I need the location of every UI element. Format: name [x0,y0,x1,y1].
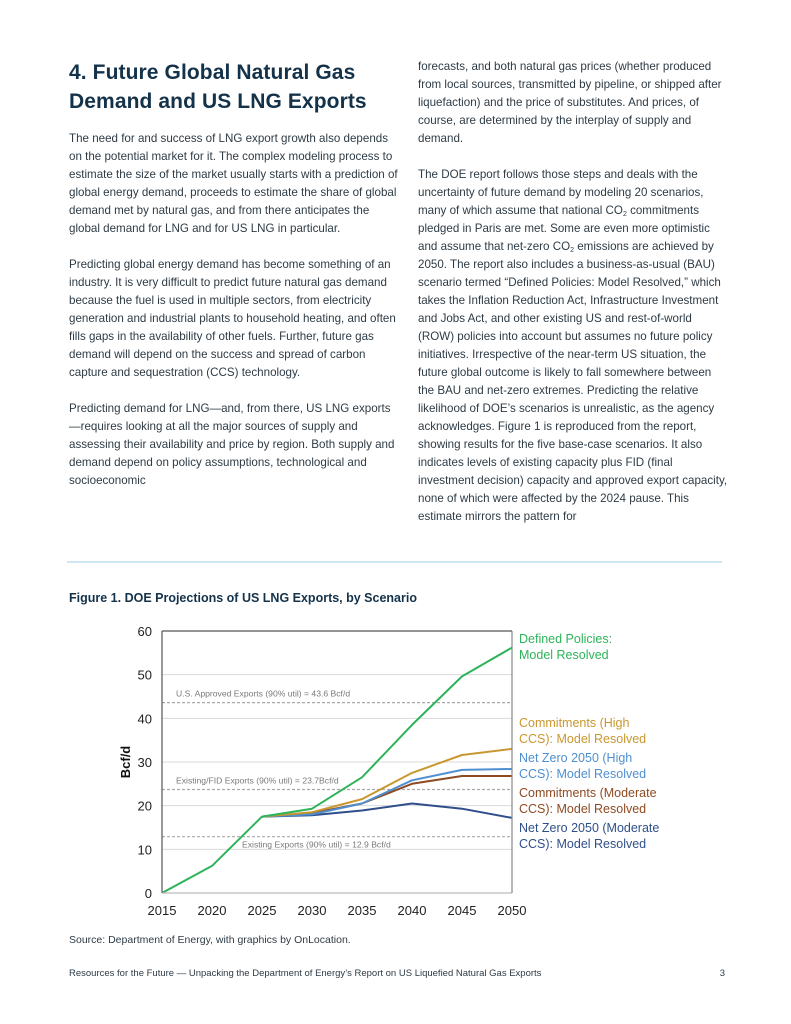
legend-item [519,820,689,852]
legend-item [519,750,689,782]
left-column [69,58,399,508]
x-tick-label: 2050 [497,903,527,918]
paragraph: forecasts, and both natural gas prices (whether produced from local sources, transmitted by pipeline, or shipped after liquefaction) and the price of substitutes. And prices, of course, are determined by the interplay of supply and demand. [418,60,722,145]
page-footer [69,968,725,979]
chart-gridlines [162,675,512,850]
text-run: The DOE report follows those steps and deals with the uncertainty of future demand by modeling 20 scenarios, many of which assume that national CO [418,168,704,217]
legend-label: Defined Policies: [519,632,613,646]
reference-lines [162,689,512,850]
figure-source: Source: Department of Energy, with graphics by OnLocation. [69,934,351,946]
text-run: commitments pledged in Paris are met. Some are even more optimistic and assume that net-zero CO [418,204,710,253]
legend-label: CCS): Model Resolved [519,802,647,816]
y-tick-label: 50 [137,667,152,683]
legend-label: CCS): Model Resolved [519,767,647,781]
x-tick-label: 2025 [247,903,277,918]
x-tick-label: 2045 [447,903,477,918]
x-tick-label: 2040 [397,903,427,918]
y-axis-label: Bcf/d [118,745,133,779]
x-tick-label: 2030 [297,903,327,918]
legend-item [519,715,689,747]
legend-label: Net Zero 2050 (Moderate [519,821,660,835]
reference-line-label: U.S. Approved Exports (90% util) = 43.6 Bcf/d [176,688,351,699]
section-divider [67,561,722,563]
reference-line-label: Existing/FID Exports (90% util) = 23.7Bcf/d [176,775,339,786]
legend-label: Commitments (Moderate [519,786,657,800]
chart-series [162,648,512,893]
paragraph: The need for and success of LNG export growth also depends on the potential market for it. The complex modeling process to estimate the size of the market usually starts with a prediction of global energy demand, proceeds to estimate the share of global demand met by natural gas, and from there anticipates the global demand for LNG and for US LNG in particular. [69,132,398,235]
y-tick-label: 30 [137,755,152,770]
legend-label: Model Resolved [519,648,609,662]
legend-label: CCS): Model Resolved [519,732,647,746]
figure-title: Figure 1. DOE Projections of US LNG Exports, by Scenario [69,591,417,605]
subscript: 2 [570,247,574,254]
subscript: 2 [622,211,627,218]
y-tick-label: 20 [137,798,152,814]
section-title: 4. Future Global Natural Gas Demand and US LNG Exports [69,61,367,113]
reference-line-label: Existing Exports (90% util) = 12.9 Bcf/d [242,839,391,850]
page-number: 3 [719,968,725,979]
legend-label: CCS): Model Resolved [519,837,647,851]
x-tick-label: 2015 [147,903,177,918]
legend-item [519,785,689,817]
footer-text: Resources for the Future — Unpacking the Department of Energy’s Report on US Liquefied Natural Gas Exports [69,968,542,979]
y-tick-label: 10 [137,842,152,858]
legend-label: Commitments (High [519,716,630,730]
text-run: emissions are achieved by 2050. The report also includes a business-as-usual (BAU) scenario termed “Defined Policies: Model Resolved,” which takes the Inflation Reduction Act, Infrastructure Investment and Jobs Act, and other existing US and rest-of-world (ROW) policies into account but assumes no future policy initiatives. Irrespective of the near-term US situation, the future global outcome is likely to fall somewhere between the BAU and net-zero extremes. Predicting the relative likelihood of DOE’s scenarios is unrealistic, as the agency acknowledges. Figure 1 is reproduced from the report, showing results for the five base-case scenarios. It also indicates levels of existing capacity plus FID (final investment decision) capacity and approved export capacity, none of which were affected by the 2024 pause. This estimate mirrors the pattern for [418,240,728,523]
paragraph [418,166,730,526]
paragraph: Predicting demand for LNG—and, from there, US LNG exports—requires looking at all the major sources of supply and assessing their availability and price by region. Both supply and demand depend on policy assumptions, technological and socioeconomic [69,402,395,487]
paragraph: Predicting global energy demand has become something of an industry. It is very difficult to predict future natural gas demand because the fuel is used in multiple sectors, from electricity generation and industrial plants to household heating, and often fills gaps in the availability of other fuels. Further, future gas demand will depend on the success and spread of carbon capture and sequestration (CCS) technology. [69,258,396,379]
y-tick-label: 0 [144,886,152,901]
x-tick-label: 2035 [347,903,377,918]
legend-label: Net Zero 2050 (High [519,751,633,765]
y-tick-label: 60 [137,624,152,639]
right-column [418,58,730,544]
legend-item [519,631,689,663]
y-tick-label: 40 [137,711,152,727]
x-tick-label: 2020 [197,903,227,918]
